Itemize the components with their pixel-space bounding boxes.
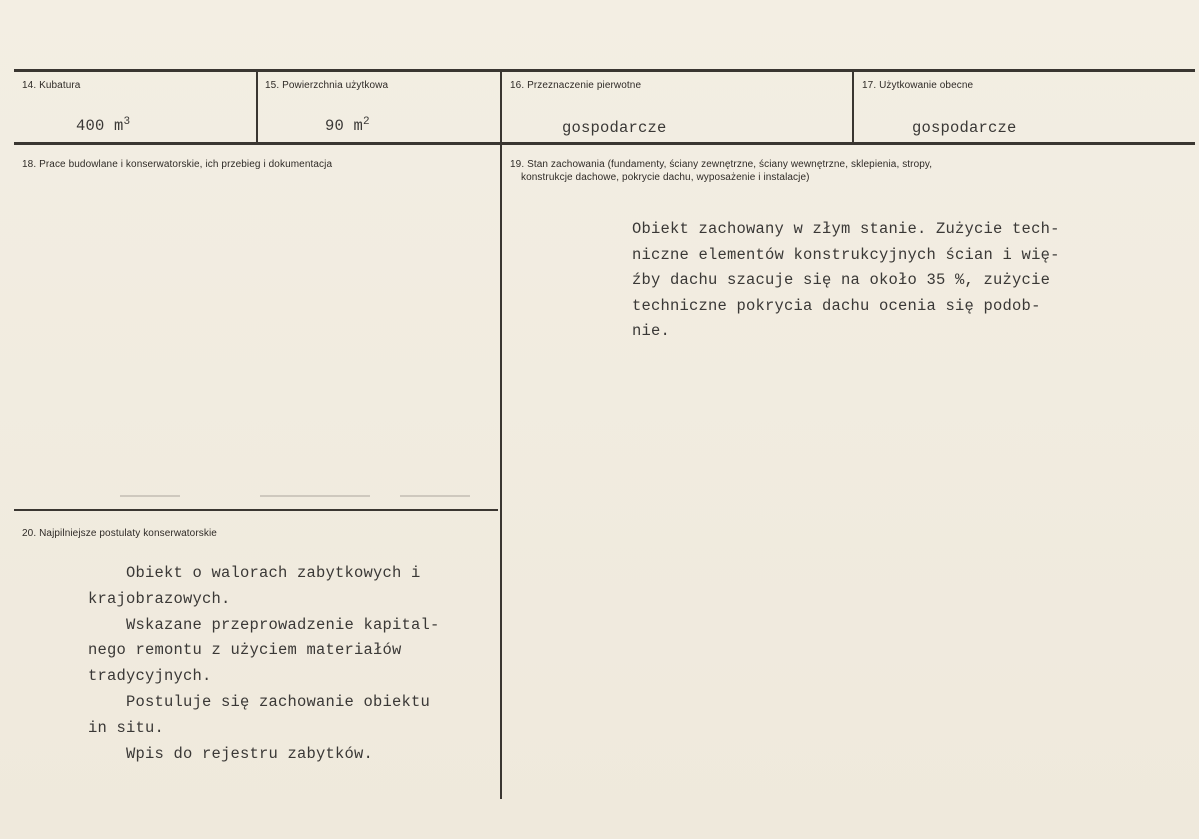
field-14-label: 14. Kubatura	[22, 80, 81, 91]
field-20-text	[88, 561, 440, 767]
field-20-line-6: Postuluje się zachowanie obiektu	[88, 692, 431, 711]
field-20-label: 20. Najpilniejsze postulaty konserwatorskie	[22, 528, 217, 539]
field-19-line-2: niczne elementów konstrukcyjnych ścian i wię-	[632, 245, 1060, 264]
field-14-number: 400 m	[76, 117, 124, 135]
faint-dash-2	[260, 495, 370, 497]
field-19-label-line2: konstrukcje dachowe, pokrycie dachu, wyposażenie i instalacje)	[521, 172, 810, 183]
field-17-value: gospodarcze	[912, 119, 1017, 137]
field-20-line-8: Wpis do rejestru zabytków.	[88, 744, 374, 763]
faint-dash-3	[400, 495, 470, 497]
field-19-line-5: nie.	[632, 322, 671, 340]
section-divider-left	[14, 509, 498, 511]
col-divider-1	[256, 71, 258, 144]
field-15-label: 15. Powierzchnia użytkowa	[265, 80, 389, 91]
field-20-line-5: tradycyjnych.	[88, 667, 212, 686]
field-20-line-3: Wskazane przeprowadzenie kapital-	[88, 615, 440, 634]
field-20-line-7: in situ.	[88, 718, 165, 737]
field-14-unit-sup: 3	[123, 115, 131, 128]
field-19-line-3: źby dachu szacuje się na około 35 %, zużycie	[632, 271, 1051, 289]
row-divider	[14, 142, 1195, 145]
top-rule	[14, 69, 1195, 72]
col-divider-3	[852, 71, 854, 144]
field-18-label: 18. Prace budowlane i konserwatorskie, ich przebieg i dokumentacja	[22, 159, 333, 170]
field-20-line-1: Obiekt o walorach zabytkowych i	[88, 564, 421, 582]
faint-dash-1	[120, 495, 180, 497]
field-15-number: 90 m	[325, 117, 364, 135]
field-20-line-2: krajobrazowych.	[88, 589, 231, 608]
field-15-unit-sup: 2	[363, 115, 370, 128]
field-16-value: gospodarcze	[562, 119, 667, 137]
field-14-value	[76, 117, 130, 135]
field-19-text	[632, 217, 1060, 345]
col-divider-2	[500, 71, 502, 799]
field-19-line-1: Obiekt zachowany w złym stanie. Zużycie tech-	[632, 220, 1060, 238]
field-17-label: 17. Użytkowanie obecne	[862, 80, 974, 91]
field-19-label-line1: 19. Stan zachowania (fundamenty, ściany zewnętrzne, ściany wewnętrzne, sklepienia, stropy,	[510, 159, 933, 170]
field-19-line-4: techniczne pokrycia dachu ocenia się podob-	[632, 296, 1041, 315]
field-20-line-4: nego remontu z użyciem materiałów	[88, 641, 402, 660]
field-16-label: 16. Przeznaczenie pierwotne	[510, 80, 642, 91]
field-15-value	[325, 117, 370, 135]
